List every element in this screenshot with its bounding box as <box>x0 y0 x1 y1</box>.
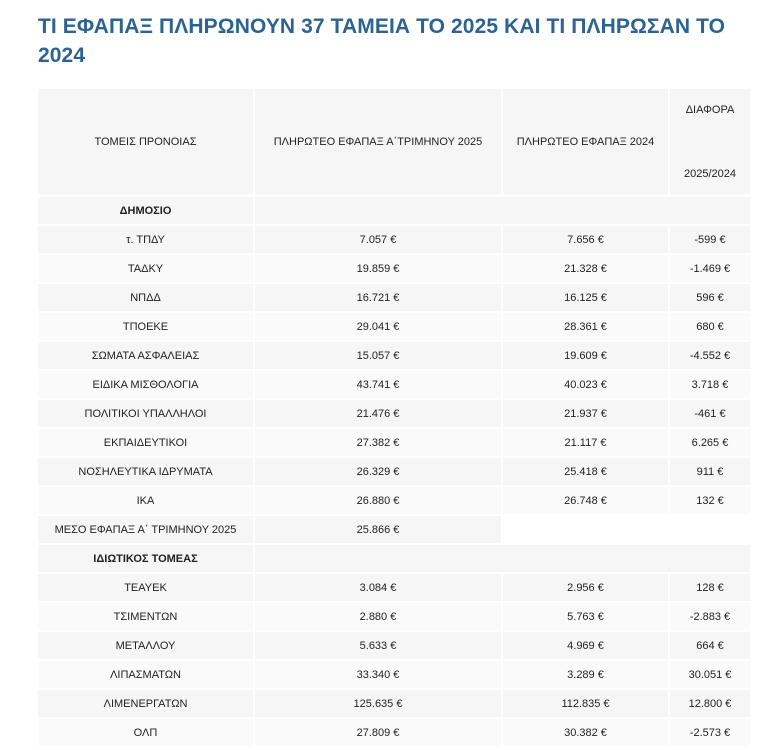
public-fund-name: ΕΚΠΑΙΔΕΥΤΙΚΟΙ <box>38 427 253 456</box>
average-blank <box>670 514 750 543</box>
table-row <box>38 659 750 688</box>
public-difference: -599 € <box>670 224 750 253</box>
average-blank <box>503 514 668 543</box>
private-payable-2024: 4.969 € <box>503 630 668 659</box>
header-difference-years: 2025/2024 <box>684 167 736 180</box>
public-payable-2025: 26.880 € <box>255 485 501 514</box>
table-row <box>38 427 750 456</box>
public-payable-2025: 16.721 € <box>255 282 501 311</box>
table-row <box>38 369 750 398</box>
table-row <box>38 340 750 369</box>
private-fund-name: ΛΙΜΕΝΕΡΓΑΤΩΝ <box>38 688 253 717</box>
pension-table-container <box>38 89 748 746</box>
table-row <box>38 253 750 282</box>
public-fund-name: ΠΟΛΙΤΙΚΟΙ ΥΠΑΛΛΗΛΟΙ <box>38 398 253 427</box>
private-payable-2024: 112.835 € <box>503 688 668 717</box>
section-public-spacer <box>255 195 750 224</box>
public-difference: 680 € <box>670 311 750 340</box>
average-label: ΜΕΣΟ ΕΦΑΠΑΞ Α΄ ΤΡΙΜΗΝΟΥ 2025 <box>38 514 253 543</box>
public-fund-name: ΙΚΑ <box>38 485 253 514</box>
public-payable-2025: 19.859 € <box>255 253 501 282</box>
header-payable-2025: ΠΛΗΡΩΤΕΟ ΕΦΑΠΑΞ Α΄ΤΡΙΜΗΝΟΥ 2025 <box>255 89 501 195</box>
section-private-label: ΙΔΙΩΤΙΚΟΣ ΤΟΜΕΑΣ <box>38 543 253 572</box>
public-fund-name: ΣΩΜΑΤΑ ΑΣΦΑΛΕΙΑΣ <box>38 340 253 369</box>
public-payable-2025: 29.041 € <box>255 311 501 340</box>
private-difference: -2.883 € <box>670 601 750 630</box>
table-row <box>38 224 750 253</box>
average-payable-2025: 25.866 € <box>255 514 501 543</box>
table-row <box>38 630 750 659</box>
public-payable-2024: 28.361 € <box>503 311 668 340</box>
public-fund-name: ΝΟΣΗΛΕΥΤΙΚΑ ΙΔΡΥΜΑΤΑ <box>38 456 253 485</box>
private-payable-2024: 2.956 € <box>503 572 668 601</box>
private-fund-name: ΤΕΑΥΕΚ <box>38 572 253 601</box>
public-fund-name: τ. ΤΠΔΥ <box>38 224 253 253</box>
section-public <box>38 195 750 224</box>
public-fund-name: ΤΑΔΚΥ <box>38 253 253 282</box>
public-payable-2024: 19.609 € <box>503 340 668 369</box>
page-title: ΤΙ ΕΦΑΠΑΞ ΠΛΗΡΩΝΟΥΝ 37 ΤΑΜΕΙΑ ΤΟ 2025 ΚΑΙ ΤΙ ΠΛΗΡΩΣΑΝ ΤΟ 2024 <box>38 15 726 67</box>
public-payable-2024: 16.125 € <box>503 282 668 311</box>
table-header-row <box>38 89 750 195</box>
table-row <box>38 485 750 514</box>
private-difference: 30.051 € <box>670 659 750 688</box>
private-payable-2024: 30.382 € <box>503 717 668 746</box>
public-difference: 911 € <box>670 456 750 485</box>
public-payable-2025: 15.057 € <box>255 340 501 369</box>
table-row <box>38 717 750 746</box>
table-row <box>38 688 750 717</box>
private-fund-name: ΜΕΤΑΛΛΟΥ <box>38 630 253 659</box>
public-fund-name: ΤΠΟΕΚΕ <box>38 311 253 340</box>
private-payable-2025: 5.633 € <box>255 630 501 659</box>
public-payable-2024: 25.418 € <box>503 456 668 485</box>
private-difference: 12.800 € <box>670 688 750 717</box>
section-public-label: ΔΗΜΟΣΙΟ <box>38 195 253 224</box>
private-payable-2024: 5.763 € <box>503 601 668 630</box>
public-fund-name: ΝΠΔΔ <box>38 282 253 311</box>
table-row <box>38 572 750 601</box>
public-payable-2024: 21.117 € <box>503 427 668 456</box>
private-payable-2024: 3.289 € <box>503 659 668 688</box>
public-difference: 6.265 € <box>670 427 750 456</box>
table-row <box>38 398 750 427</box>
header-sectors: ΤΟΜΕΙΣ ΠΡΟΝΟΙΑΣ <box>38 89 253 195</box>
public-difference: -461 € <box>670 398 750 427</box>
public-payable-2025: 21.476 € <box>255 398 501 427</box>
table-row <box>38 601 750 630</box>
private-fund-name: ΛΙΠΑΣΜΑΤΩΝ <box>38 659 253 688</box>
public-payable-2024: 21.328 € <box>503 253 668 282</box>
public-payable-2024: 40.023 € <box>503 369 668 398</box>
header-difference <box>670 89 750 195</box>
header-difference-label: ΔΙΑΦΟΡΑ <box>685 103 735 116</box>
public-payable-2025: 43.741 € <box>255 369 501 398</box>
public-payable-2025: 7.057 € <box>255 224 501 253</box>
public-difference: -1.469 € <box>670 253 750 282</box>
header-payable-2024: ΠΛΗΡΩΤΕΟ ΕΦΑΠΑΞ 2024 <box>503 89 668 195</box>
private-payable-2025: 27.809 € <box>255 717 501 746</box>
private-difference: 664 € <box>670 630 750 659</box>
private-payable-2025: 3.084 € <box>255 572 501 601</box>
table-row <box>38 456 750 485</box>
public-payable-2024: 21.937 € <box>503 398 668 427</box>
public-difference: -4.552 € <box>670 340 750 369</box>
private-difference: 128 € <box>670 572 750 601</box>
public-difference: 3.718 € <box>670 369 750 398</box>
public-payable-2025: 27.382 € <box>255 427 501 456</box>
private-payable-2025: 2.880 € <box>255 601 501 630</box>
table-row <box>38 282 750 311</box>
public-payable-2024: 26.748 € <box>503 485 668 514</box>
private-fund-name: ΤΣΙΜΕΝΤΩΝ <box>38 601 253 630</box>
private-fund-name: ΟΛΠ <box>38 717 253 746</box>
private-payable-2025: 125.635 € <box>255 688 501 717</box>
public-payable-2025: 26.329 € <box>255 456 501 485</box>
pension-table-body <box>38 89 750 746</box>
public-difference: 132 € <box>670 485 750 514</box>
section-private-spacer <box>255 543 750 572</box>
public-payable-2024: 7.656 € <box>503 224 668 253</box>
table-row <box>38 311 750 340</box>
public-difference: 596 € <box>670 282 750 311</box>
average-row <box>38 514 750 543</box>
public-fund-name: ΕΙΔΙΚΑ ΜΙΣΘΟΛΟΓΙΑ <box>38 369 253 398</box>
private-payable-2025: 33.340 € <box>255 659 501 688</box>
pension-table <box>36 89 752 746</box>
private-difference: -2.573 € <box>670 717 750 746</box>
section-private <box>38 543 750 572</box>
